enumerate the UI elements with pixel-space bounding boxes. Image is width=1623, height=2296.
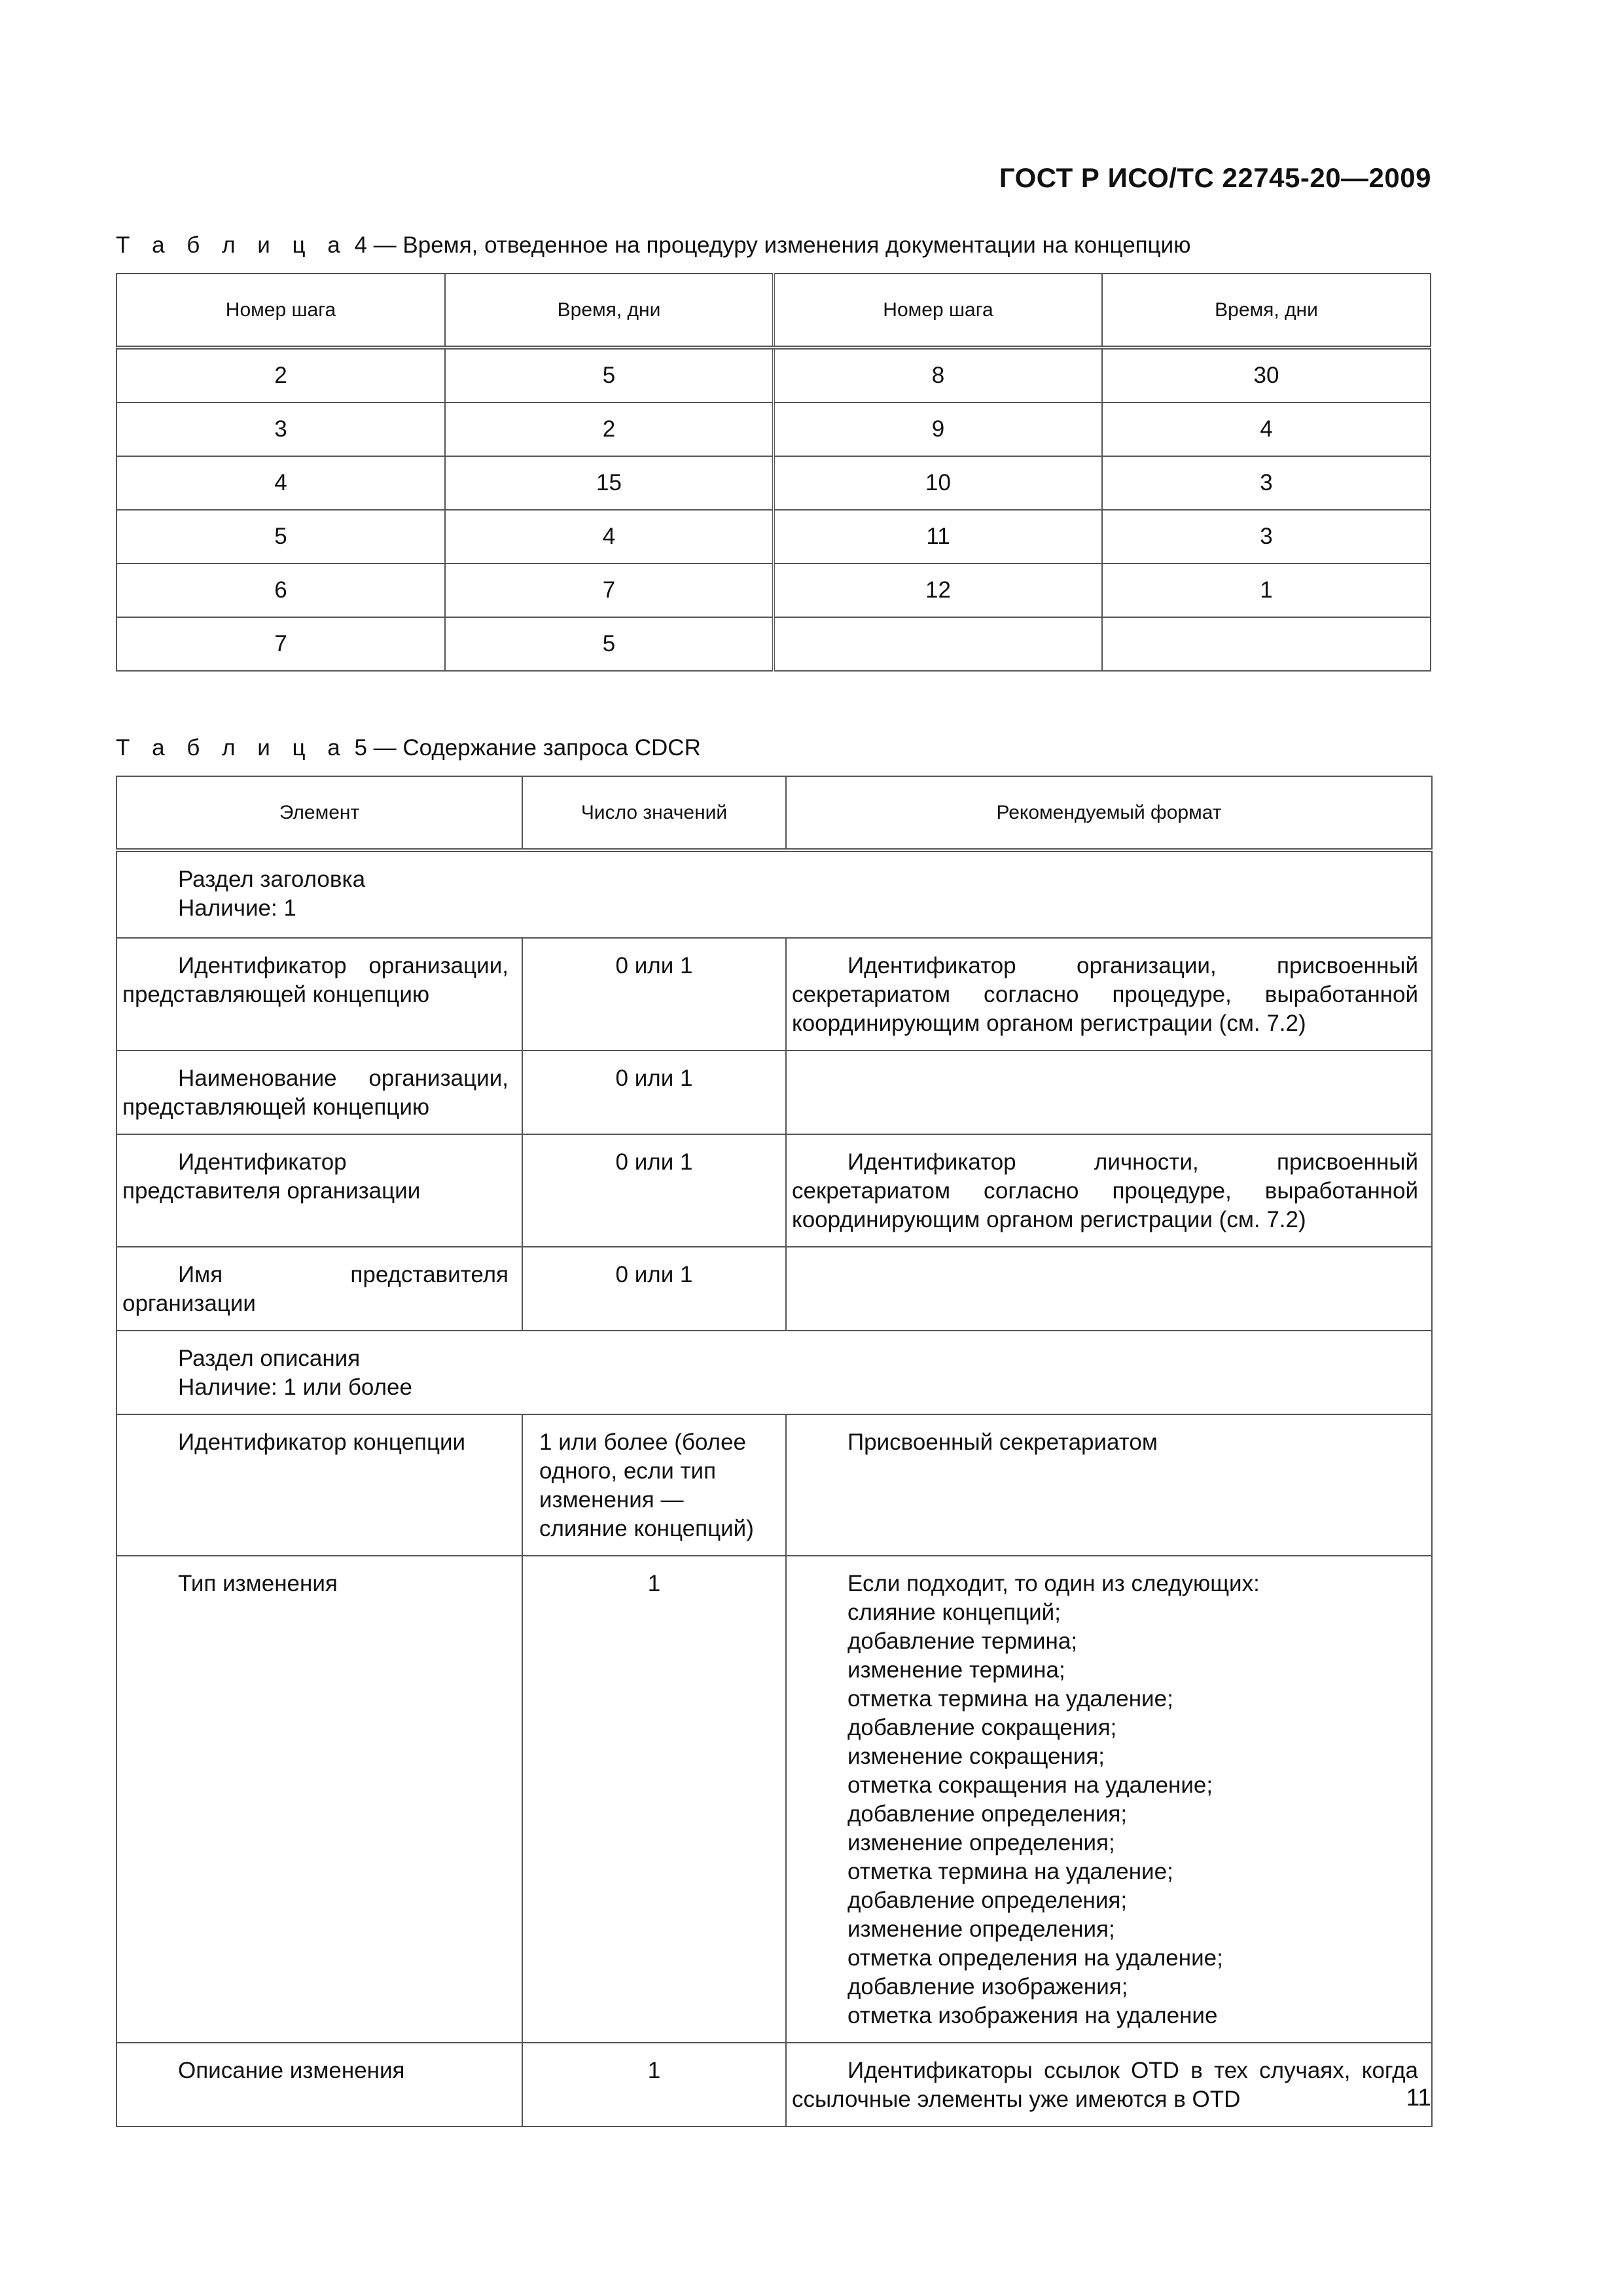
table4-caption-text: — Время, отведенное на процедуру изменения документации на концепцию: [366, 232, 1191, 258]
table-row: [116, 1414, 1432, 1556]
table-cell: 3: [1102, 510, 1431, 564]
list-item: добавление определения;: [847, 1888, 1128, 1913]
section-presence: Наличие: 1 или более: [178, 1374, 412, 1400]
list-item: добавление сокращения;: [847, 1715, 1117, 1740]
format-cell: Идентификатор организации, присвоенный секретариатом согласно процедуре, выработанной координирующим органом регистрации (см. 7.2): [786, 938, 1432, 1050]
standard-header: ГОСТ Р ИСО/ТС 22745-20—2009: [999, 162, 1431, 193]
table4-caption-prefix: Т а б л и ц а: [116, 232, 348, 258]
format-intro: Если подходит, то один из следующих:: [847, 1571, 1260, 1596]
list-item: слияние концепций;: [847, 1600, 1061, 1625]
table-row: [116, 1134, 1432, 1247]
list-item: отметка термина на удаление;: [847, 1686, 1173, 1712]
table-cell: 12: [774, 564, 1102, 617]
section-row: [116, 850, 1432, 938]
table-cell: 5: [445, 617, 774, 671]
list-item: отметка термина на удаление;: [847, 1859, 1173, 1884]
table5-header-cell: Число значений: [522, 776, 786, 850]
table-row: [116, 1050, 1432, 1134]
table-row: [116, 617, 1431, 671]
table-row: [116, 1556, 1432, 2043]
list-item: добавление термина;: [847, 1628, 1078, 1654]
list-item: изменение определения;: [847, 1830, 1115, 1856]
table-row: [116, 564, 1431, 617]
list-item: изменение определения;: [847, 1916, 1115, 1942]
table-cell: 6: [116, 564, 445, 617]
format-cell: [786, 1556, 1432, 2043]
table-cell: 4: [1102, 403, 1431, 456]
list-item: отметка определения на удаление;: [847, 1945, 1223, 1971]
list-item: изменение термина;: [847, 1657, 1065, 1683]
table-row: [116, 456, 1431, 510]
format-cell: Присвоенный секретариатом: [786, 1414, 1432, 1556]
table-row: [116, 348, 1431, 403]
table-cell: 1: [1102, 564, 1431, 617]
list-item: изменение сокращения;: [847, 1744, 1105, 1769]
table-cell: 10: [774, 456, 1102, 510]
section-title: Раздел описания: [178, 1346, 361, 1371]
format-cell: Идентификаторы ссылок OTD в тех случаях, когда ссылочные элементы уже имеются в OTD: [786, 2043, 1432, 2126]
element-cell: Тип изменения: [116, 1556, 522, 2043]
table-cell: 8: [774, 348, 1102, 403]
count-cell: 0 или 1: [522, 938, 786, 1050]
table-row: [116, 2043, 1432, 2126]
table-cell: 5: [445, 348, 774, 403]
element-cell: Идентификатор концепции: [116, 1414, 522, 1556]
table-cell: 2: [445, 403, 774, 456]
table5-caption-prefix: Т а б л и ц а: [116, 735, 348, 761]
table-row: [116, 403, 1431, 456]
table-cell: 4: [445, 510, 774, 564]
section-title: Раздел заголовка: [178, 867, 366, 892]
format-cell: [786, 1050, 1432, 1134]
section-header-cell: [116, 850, 1432, 938]
list-item: отметка изображения на удаление: [847, 2003, 1218, 2028]
table5-caption: [116, 735, 701, 761]
table-row: [116, 1247, 1432, 1331]
count-cell: 0 или 1: [522, 1050, 786, 1134]
table-cell: 5: [116, 510, 445, 564]
table4-header-cell: Время, дни: [445, 274, 774, 348]
format-cell: Идентификатор личности, присвоенный секретариатом согласно процедуре, выработанной координирующим органом регистрации (см. 7.2): [786, 1134, 1432, 1247]
element-cell: Описание изменения: [116, 2043, 522, 2126]
count-cell: 1 или более (более одного, если тип изменения — слияние концепций): [522, 1414, 786, 1556]
table-cell: 30: [1102, 348, 1431, 403]
count-cell: 0 или 1: [522, 1134, 786, 1247]
page-number: 11: [1406, 2084, 1431, 2111]
table5-header-cell: Рекомендуемый формат: [786, 776, 1432, 850]
table-cell: 15: [445, 456, 774, 510]
format-cell: [786, 1247, 1432, 1331]
table4: [116, 273, 1431, 672]
element-cell: Наименование организации, представляющей концепцию: [116, 1050, 522, 1134]
table-cell: 7: [445, 564, 774, 617]
table5-header-cell: Элемент: [116, 776, 522, 850]
count-cell: 1: [522, 1556, 786, 2043]
table-cell: 9: [774, 403, 1102, 456]
list-item: отметка сокращения на удаление;: [847, 1772, 1213, 1798]
table-cell: 3: [1102, 456, 1431, 510]
table4-header-cell: Номер шага: [774, 274, 1102, 348]
table5-caption-text: — Содержание запроса CDCR: [366, 735, 701, 761]
list-item: добавление изображения;: [847, 1974, 1128, 2000]
element-cell: Имя представителя организации: [116, 1247, 522, 1331]
table-row: [116, 938, 1432, 1050]
table-cell: 3: [116, 403, 445, 456]
table4-header-cell: Номер шага: [116, 274, 445, 348]
count-cell: 0 или 1: [522, 1247, 786, 1331]
table-cell: [1102, 617, 1431, 671]
table-cell: 11: [774, 510, 1102, 564]
count-cell: 1: [522, 2043, 786, 2126]
table-cell: [774, 617, 1102, 671]
element-cell: Идентификатор организации, представляющей концепцию: [116, 938, 522, 1050]
table5: [116, 776, 1433, 2127]
table4-header-row: [116, 274, 1431, 348]
list-item: добавление определения;: [847, 1801, 1128, 1827]
table4-header-cell: Время, дни: [1102, 274, 1431, 348]
table5-header-row: [116, 776, 1432, 850]
table-cell: 7: [116, 617, 445, 671]
table-row: [116, 510, 1431, 564]
table-cell: 2: [116, 348, 445, 403]
table5-caption-num: 5: [354, 735, 367, 761]
table4-caption-num: 4: [354, 232, 367, 258]
element-cell: Идентификатор представителя организации: [116, 1134, 522, 1247]
table-cell: 4: [116, 456, 445, 510]
section-presence: Наличие: 1: [178, 895, 296, 921]
section-row: [116, 1331, 1432, 1414]
section-header-cell: [116, 1331, 1432, 1414]
table4-caption: [116, 232, 1190, 259]
